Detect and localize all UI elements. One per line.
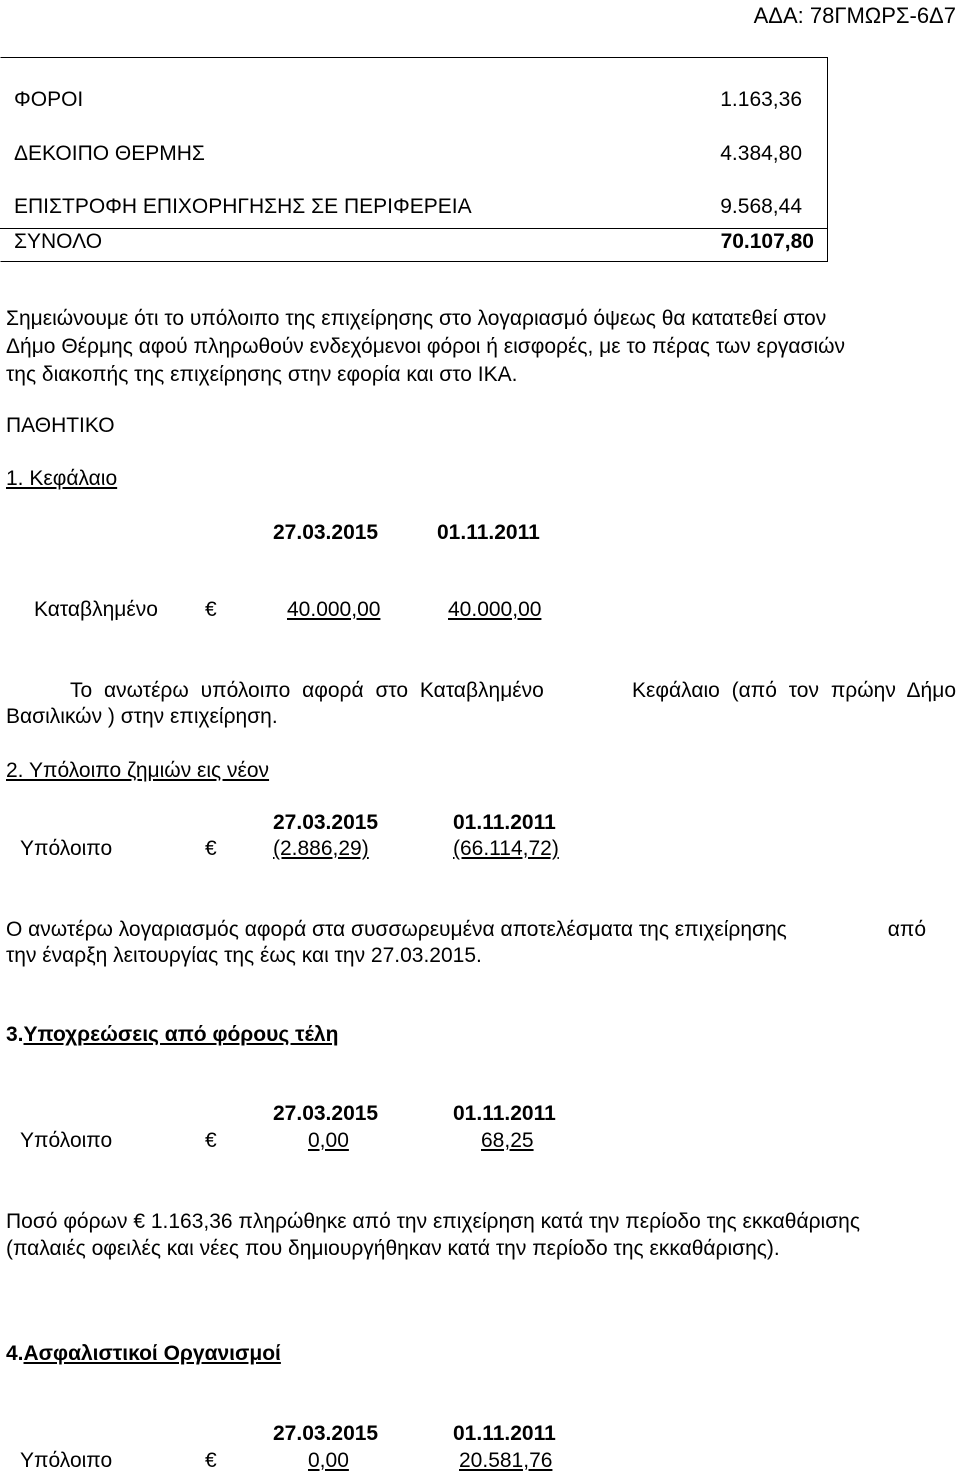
tax-row-label: Υπόλοιπο [20, 1129, 113, 1152]
capital-value-prior: 40.000,00 [448, 598, 542, 621]
section-title-tax [6, 1024, 338, 1045]
insurance-date-current: 27.03.2015 [273, 1422, 379, 1445]
capital-note-line1 [70, 679, 956, 703]
tax-date-current: 27.03.2015 [273, 1102, 379, 1125]
losses-value-current: (2.886,29) [273, 837, 369, 860]
euro-icon: € [205, 1129, 217, 1152]
capital-value-current: 40.000,00 [287, 598, 381, 621]
liabilities-title: ΠΑΘΗΤΙΚΟ [6, 414, 115, 437]
insurance-row-label: Υπόλοιπο [20, 1449, 113, 1472]
losses-note-line2: την έναρξη λειτουργίας της έως και την 27.03.2015. [6, 944, 482, 967]
table-row-label: ΕΠΙΣΤΡΟΦΗ ΕΠΙΧΟΡΗΓΗΣΗΣ ΣΕ ΠΕΡΙΦΕΡΕΙΑ [14, 195, 472, 218]
losses-date-current: 27.03.2015 [273, 811, 379, 834]
tax-note-line2: (παλαιές οφειλές και νέες που δημιουργήθηκαν κατά την περίοδο της εκκαθάρισης). [6, 1237, 780, 1260]
section-number: 3. [6, 1023, 24, 1046]
euro-icon: € [133, 1210, 145, 1233]
ada-code: ΑΔΑ: 78ΓΜΩΡΣ-6Δ7 [753, 3, 956, 28]
table-total-value: 70.107,80 [720, 230, 814, 253]
losses-date-prior: 01.11.2011 [453, 811, 556, 834]
tax-value-current: 0,00 [308, 1129, 349, 1152]
section-number: 4. [6, 1342, 24, 1365]
tax-note-line1 [6, 1211, 860, 1232]
section-title-text: Ασφαλιστικοί Οργανισμοί [23, 1342, 281, 1365]
euro-icon: € [205, 598, 217, 621]
tax-note-text: Ποσό φόρων [6, 1210, 128, 1233]
table-row-label: ΔΕΚΟΙΠΟ ΘΕΡΜΗΣ [14, 142, 205, 165]
section-title-capital: 1. Κεφάλαιο [6, 467, 118, 490]
summary-total-line [0, 228, 828, 229]
capital-note-text: Κεφάλαιο (από τον πρώην Δήμο [632, 679, 956, 702]
capital-date-prior: 01.11.2011 [437, 521, 540, 544]
table-row-value: 9.568,44 [720, 195, 802, 218]
note-line: Σημειώνουμε ότι το υπόλοιπο της επιχείρησης στο λογαριασμό όψεως θα κατατεθεί στον [6, 307, 827, 330]
losses-value-prior: (66.114,72) [453, 837, 559, 860]
insurance-date-prior: 01.11.2011 [453, 1422, 556, 1445]
capital-date-current: 27.03.2015 [273, 521, 379, 544]
table-row-label: ΦΟΡΟΙ [14, 88, 84, 111]
section-title-insurance [6, 1343, 281, 1364]
losses-note-text: από [887, 918, 926, 941]
euro-icon: € [205, 1449, 217, 1472]
section-title-text: Υποχρεώσεις από φόρους τέλη [23, 1023, 339, 1046]
table-row-value: 1.163,36 [720, 88, 802, 111]
note-line: Δήμο Θέρμης αφού πληρωθούν ενδεχόμενοι φόροι ή εισφορές, με το πέρας των εργασιών [6, 335, 846, 358]
losses-note-line1 [6, 918, 926, 942]
tax-note-text: 1.163,36 πληρώθηκε από την επιχείρηση κατά την περίοδο της εκκαθάρισης [150, 1210, 860, 1233]
losses-note-text: Ο ανωτέρω λογαριασμός αφορά στα συσσωρευμένα αποτελέσματα της επιχείρησης [6, 918, 787, 941]
insurance-value-prior: 20.581,76 [459, 1449, 553, 1472]
insurance-value-current: 0,00 [308, 1449, 349, 1472]
capital-note-text: Το ανωτέρω υπόλοιπο αφορά στο Καταβλημένο [70, 679, 544, 702]
note-paragraph [6, 305, 845, 389]
section-title-losses: 2. Υπόλοιπο ζημιών εις νέον [6, 759, 270, 782]
capital-row-label: Καταβλημένο [34, 598, 158, 621]
table-total-label: ΣΥΝΟΛΟ [14, 230, 103, 253]
note-line: της διακοπής της επιχείρησης στην εφορία και στο ΙΚΑ. [6, 363, 518, 386]
tax-date-prior: 01.11.2011 [453, 1102, 556, 1125]
euro-icon: € [205, 837, 217, 860]
losses-row-label: Υπόλοιπο [20, 837, 113, 860]
capital-note-line2: Βασιλικών ) στην επιχείρηση. [6, 705, 278, 728]
table-row-value: 4.384,80 [720, 142, 802, 165]
tax-value-prior: 68,25 [481, 1129, 534, 1152]
